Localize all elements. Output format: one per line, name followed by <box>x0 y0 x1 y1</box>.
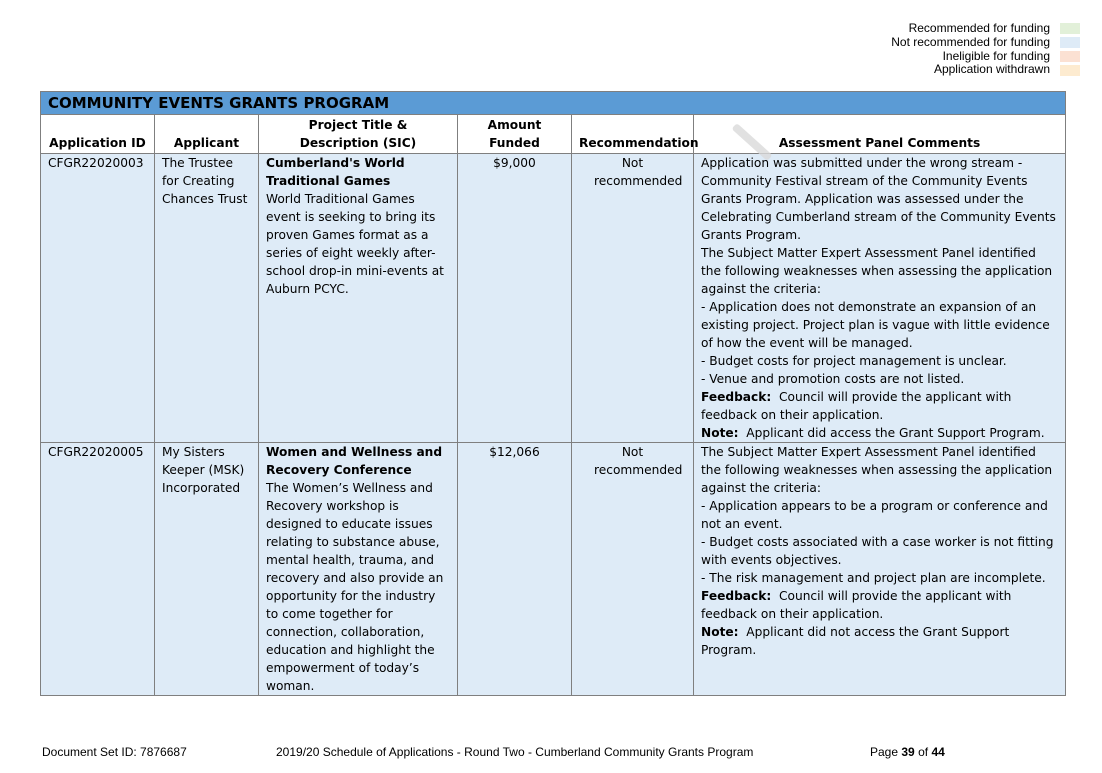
comment-line: Application was submitted under the wrong stream - Community Festival stream of the Community Events Grants Program. Application was assessed under the Celebrating Cumberland stream of the Community Events Grants Program. <box>701 156 1056 242</box>
table-row <box>41 443 1066 696</box>
legend-item-withdrawn <box>891 63 1080 77</box>
footer-page-number <box>870 745 945 759</box>
note-text: Applicant did not access the Grant Support Program. <box>701 625 1010 657</box>
comment-line: - Application appears to be a program or conference and not an event. <box>701 499 1048 531</box>
footer-document-id: Document Set ID: 7876687 <box>42 745 187 759</box>
header-project: Project Title & Description (SIC) <box>259 115 458 154</box>
table-row <box>41 154 1066 443</box>
table-title: COMMUNITY EVENTS GRANTS PROGRAM <box>41 92 1066 115</box>
header-recommendation: Recommendation <box>572 115 694 154</box>
comment-line: - The risk management and project plan are incomplete. <box>701 571 1046 585</box>
legend-swatch <box>1060 65 1080 76</box>
feedback-text: Council will provide the applicant with feedback on their application. <box>701 589 1012 621</box>
page-current: 39 <box>901 745 915 759</box>
header-application-id: Application ID <box>41 115 155 154</box>
assessment-comments <box>694 154 1066 443</box>
header-applicant: Applicant <box>155 115 259 154</box>
note-text: Applicant did access the Grant Support Program. <box>746 426 1045 440</box>
recommendation: Not recommended <box>572 154 694 443</box>
header-assessment-comments: Assessment Panel Comments <box>694 115 1066 154</box>
legend <box>891 22 1080 77</box>
legend-item-ineligible <box>891 50 1080 64</box>
feedback-text: Council will provide the applicant with feedback on their application. <box>701 390 1012 422</box>
note-line <box>701 424 1058 442</box>
page-prefix: Page <box>870 745 899 759</box>
comment-line: - Venue and promotion costs are not listed. <box>701 372 965 386</box>
feedback-line <box>701 388 1058 424</box>
applicant-name: The Trustee for Creating Chances Trust <box>155 154 259 443</box>
comment-line: - Budget costs associated with a case worker is not fitting with events objectives. <box>701 535 1054 567</box>
legend-label: Application withdrawn <box>933 62 1050 77</box>
assessment-comments <box>694 443 1066 696</box>
footer-schedule-title: 2019/20 Schedule of Applications - Round Two - Cumberland Community Grants Program <box>276 745 754 759</box>
header-amount-funded: Amount Funded <box>458 115 572 154</box>
application-id: CFGR22020005 <box>41 443 155 696</box>
recommendation: Not recommended <box>572 443 694 696</box>
legend-label: Not recommended for funding <box>891 34 1050 49</box>
note-label: Note: <box>701 426 739 440</box>
grants-table <box>40 91 1066 696</box>
amount-funded: $12,066 <box>458 443 572 696</box>
page-total: 44 <box>931 745 945 759</box>
feedback-label: Feedback: <box>701 589 772 603</box>
feedback-line <box>701 587 1058 623</box>
comment-line: The Subject Matter Expert Assessment Panel identified the following weaknesses when assessing the application against the criteria: <box>701 246 1053 296</box>
legend-item-not-recommended <box>891 36 1080 50</box>
application-id: CFGR22020003 <box>41 154 155 443</box>
note-label: Note: <box>701 625 739 639</box>
project-cell <box>259 443 458 696</box>
comment-line: - Application does not demonstrate an expansion of an existing project. Project plan is vague with little evidence of how the event will be managed. <box>701 300 1050 350</box>
project-title: Cumberland's World Traditional Games <box>266 156 405 188</box>
project-title: Women and Wellness and Recovery Conference <box>266 445 443 477</box>
legend-swatch <box>1060 37 1080 48</box>
feedback-label: Feedback: <box>701 390 772 404</box>
legend-item-recommended <box>891 22 1080 36</box>
legend-label: Ineligible for funding <box>942 48 1050 63</box>
project-cell <box>259 154 458 443</box>
comment-line: - Budget costs for project management is unclear. <box>701 354 1007 368</box>
page-of: of <box>918 745 929 759</box>
comment-line: The Subject Matter Expert Assessment Panel identified the following weaknesses when assessing the application against the criteria: <box>701 445 1053 495</box>
project-description: The Women’s Wellness and Recovery workshop is designed to educate issues relating to substance abuse, mental health, trauma, and recovery and also provide an opportunity for the industry to come together for connection, collaboration, education and highlight the empowerment of today’s woman. <box>266 481 444 693</box>
applicant-name: My Sisters Keeper (MSK) Incorporated <box>155 443 259 696</box>
legend-label: Recommended for funding <box>908 21 1050 35</box>
amount-funded: $9,000 <box>458 154 572 443</box>
table-header-row <box>41 115 1066 154</box>
project-description: World Traditional Games event is seeking to bring its proven Games format as a series of eight weekly after-school drop-in mini-events at Auburn PCYC. <box>266 192 444 296</box>
legend-swatch <box>1060 23 1080 34</box>
legend-swatch <box>1060 51 1080 62</box>
note-line <box>701 623 1058 659</box>
